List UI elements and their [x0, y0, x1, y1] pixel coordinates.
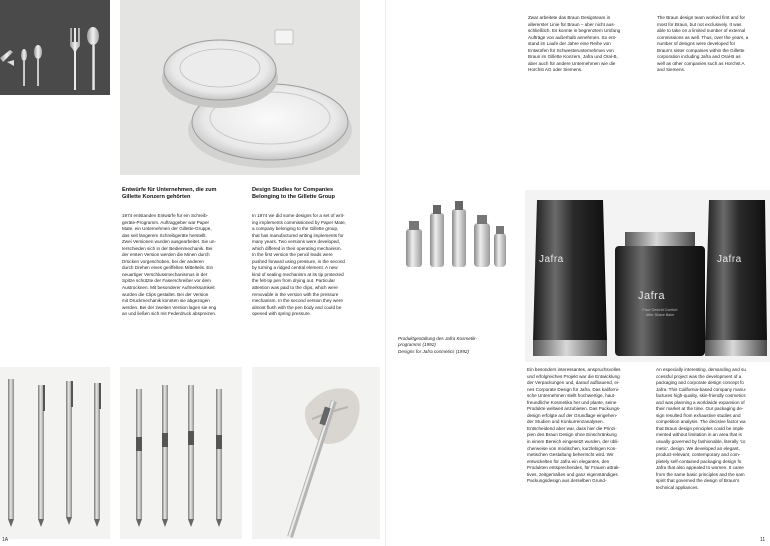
pens-photo-1: [0, 367, 110, 539]
bottom-english-text: An especially interesting, demanding and su ccessful project was the development of a packaging and corporate design concept fo Jafra. This California-based company manu- factures high-quality, skin-friendly cosmetics and was planning a worldwide expansion of their market at the time. Our packaging de- sign resulted from exhaustive studies and competition analysis. The decisive factor wa that Braun design principles could be imple mented without limitation in an area that is usually governed by fashionable, literally 'co metic', design. We developed an elegant, product-relevant, contemporary and com- pletely self-contained packaging design fo Jafra that also appealed to women. It came from the same basic principles and the sam spirit that governed the design of Braun's technical appliances.: [656, 367, 747, 490]
page-gutter: [385, 0, 386, 546]
jafra-bottles-photo: [525, 190, 770, 362]
top-german-text: Zwar arbeitete das Braun Designteam in allererster Linie für Braun – aber nicht aus- schließlich. Es konnte in begrenztem Umfang Aufträge von außerhalb annehmen. So ent- stand im Laufe der Jahre eine Reihe von Entwürfen für Schwesterunternehmen von Braun im Gillette Konzern, Jafra und Oral-B, aber auch für andere Unternehmen wie die Horchst AG oder Siemens.: [528, 15, 621, 73]
top-english-text: The Braun design team worked first and for most for Braun, but not exclusively. It was able to take on a limited number of external commissions as well. Thus, over the years, a number of designs were developed for Braun's sister companies within the Gillette corporation including Jafra and Oral-B as well as other companies such as Horchst A and Siemens.: [657, 15, 749, 73]
jafra-brand-left: Jafra: [539, 254, 564, 265]
jafra-center-subtitle: Face Gesicht Comfort After-Shave Balm: [642, 308, 678, 317]
cutlery-icon: [0, 0, 110, 95]
german-body: 1974 entstanden Entwürfe für ein Schreib- geräte-Programm. Auftraggeber war Paper Mate, ein Unternehmen der Gillette-Gruppe, das seit längerem Schreibgeräte herstellt. Zwei Versionen wurden ausgearbeitet. Sie un- terschieden sich in der Bedienmechanik. Bei der ersten Version werden die Minen durch Drücken vorgeschoben, bei der anderen durch Drehen eines geriffelten Mittelteils. Ein neuartiger Verschlussmechanismus in der Spitze schützte der Faserschreiber vor dem Austrocknen. Mit besonderer Aufmerksamkeit wurden die Clips gestaltet. Bei der Version mit Druckmechanik konnten sie abgezogen werden. Bei der zweiten Version lagen sie eng an und ließen sich mit Federdruck abspreizen.: [122, 213, 217, 317]
jafra-bottles-icon: [525, 190, 770, 362]
left-folio: 1A: [2, 537, 9, 543]
english-body: In 1974 we did some designs for a set of writ- ing implements commissioned by Paper Mate, a company belonging to the Gillette group, that has manufactured writing implements for many years. Two versions were developed, which differed in their operating mechanism. In the first version the pencil leads were pushed forward using pressure, in the second by turning a ridged central element. A new kind of sealing mechanism at its tip protected the felt-tip pen from drying out. Particular attention was paid to the clips, which were removable in the version with the pressure mechanism. In the second version they were almost flush with the pen body and could be opened with spring pressure.: [252, 213, 346, 317]
hand-pen-photo: [252, 367, 380, 539]
cosmetics-bottles-icon: [396, 195, 510, 275]
right-folio: 11: [760, 537, 766, 543]
cutlery-photo: [0, 0, 110, 95]
ashtray-icon: [120, 0, 360, 175]
pens-icon: [0, 367, 110, 539]
jafra-brand-center: Jafra: [638, 290, 665, 302]
ashtray-photo: [120, 0, 360, 175]
hand-with-pen-icon: [252, 367, 380, 539]
pens-photo-2: [120, 367, 242, 539]
jafra-brand-right: Jafra: [717, 254, 742, 265]
bottom-german-text: Ein besonders interessantes, anspruchsvolles und erfolgreiches Projekt war die Entwicklung der Verpackungen und, darauf aufbauend, ei- nes Corporate Design für Jafra. Das kaliforni- sche Unternehmen stellt hochwertige, haut- freundliche Kosmetika her und plante, seine Produkte weltweit anzubieten. Das Packungs- design erfolgte auf der Grundlage eingehen- der Studien und Konkurrenzanalysen. Entscheidend aber war, dass hier die Prinzi- pien des Braun Design ohne Einschränkung in einem Bereich eingesetzt wurden, der übli- cherweise von modischen, kurzlebigen Kos- metischen Gestaltung beherrscht wird. Wir entwickelten für Jafra ein elegantes, den Produkten entsprechendes, für Frauen attrak- tives, zeitgemäßes und ganz eigenständiges Packungsdesign aus derselben Grund-: [527, 367, 621, 484]
photo-caption: Produktgestaltung des Jafra Kosmetik- programms (1992) Designs for Jafra cosmetics (1992): [398, 336, 477, 354]
pens-icon: [120, 367, 242, 539]
english-heading: Design Studies for Companies Belonging to the Gillette Group: [252, 187, 335, 201]
small-bottles-photo: [396, 195, 510, 275]
german-heading: Entwürfe für Unternehmen, die zum Gillette Konzern gehörten: [122, 187, 217, 201]
